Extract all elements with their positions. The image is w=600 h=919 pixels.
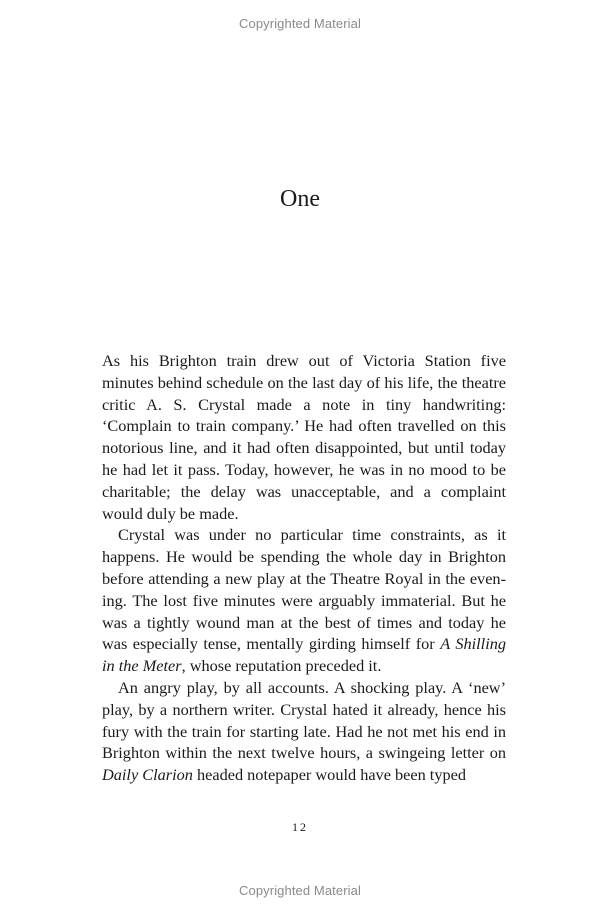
copyright-watermark-top: Copyrighted Material — [239, 16, 361, 31]
paragraph-3 — [102, 677, 506, 786]
paragraph-2-text-end: , whose reputation preceded it. — [181, 656, 382, 676]
paragraph-1-text: As his Brighton train drew out of Victoria Station five minutes behind schedule on the last day of his life, the theatre critic A. S. Crystal made a note in tiny handwriting: ‘Complain to train company.’ He had often travelled on this notorious line, and it had often disappointed, but until today he had let it pass. Today, however, he was in no mood to be charitable; the delay was unacceptable, and a complaint would duly be made. — [102, 351, 506, 523]
chapter-title: One — [280, 186, 320, 212]
copyright-watermark-bottom: Copyrighted Material — [239, 883, 361, 898]
page-number: 12 — [292, 820, 308, 834]
paragraph-2-text-start: Crystal was under no particular time constraints, as it happens. He would be spending the whole day in Brighton before attending a new play at the Theatre Royal in the evening. The lost five minutes were arguably immaterial. But he was a tightly wound man at the best of times and today he was especially tense, mentally girding himself for — [102, 525, 506, 654]
chapter-body — [102, 350, 506, 786]
paragraph-3-text-start: An angry play, by all accounts. A shocking play. A ‘new’ play, by a northern writer. Crystal hated it already, hence his fury with the train for starting late. Had he not met his end in Brighton within the next twelve hours, a swingeing letter on — [102, 677, 506, 763]
play-title-italic: A Shilling in the Meter — [102, 634, 507, 676]
paragraph-1 — [102, 350, 506, 524]
paragraph-2 — [102, 524, 506, 677]
newspaper-name-italic: Daily Clarion — [102, 765, 193, 785]
paragraph-3-text-end: headed notepaper would have been typed — [192, 765, 466, 785]
